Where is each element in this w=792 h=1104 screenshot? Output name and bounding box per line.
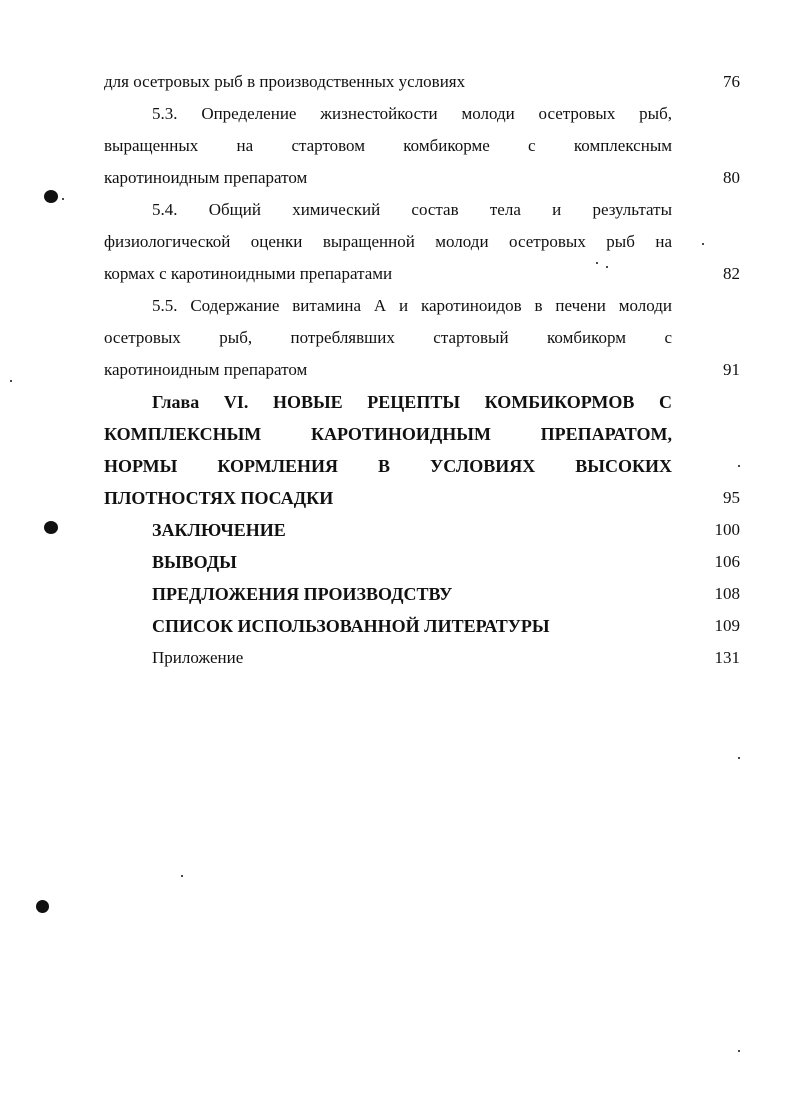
toc-entry-5-4-line-3: кормах с каротиноидными препаратами bbox=[104, 264, 393, 283]
scan-speck bbox=[606, 266, 608, 268]
toc-chapter-6-line-4: ПЛОТНОСТЯХ ПОСАДКИ bbox=[104, 488, 334, 508]
scan-speck bbox=[738, 1050, 740, 1052]
toc-page-number: 106 bbox=[714, 552, 740, 571]
toc-page-number: 82 bbox=[723, 264, 740, 283]
scan-speck bbox=[44, 190, 58, 203]
scan-speck bbox=[44, 521, 58, 534]
toc-entry-continued: для осетровых рыб в производственных условиях bbox=[104, 72, 466, 91]
toc-entry-5-4-line-1: 5.4. Общий химический состав тела и результаты bbox=[152, 200, 672, 219]
scan-speck bbox=[738, 465, 740, 467]
scan-speck bbox=[36, 900, 49, 913]
toc-entry-5-3-line-1: 5.3. Определение жизнестойкости молоди осетровых рыб, bbox=[152, 104, 672, 123]
toc-entry-proposals: ПРЕДЛОЖЕНИЯ ПРОИЗВОДСТВУ bbox=[152, 584, 453, 604]
toc-entry-findings: ВЫВОДЫ bbox=[152, 552, 237, 572]
toc-page-number: 76 bbox=[723, 72, 740, 91]
toc-entry-5-5-line-2: осетровых рыб, потреблявших стартовый комбикорм с bbox=[104, 328, 672, 347]
toc-entry-5-5-line-1: 5.5. Содержание витамина А и каротиноидов в печени молоди bbox=[152, 296, 672, 315]
toc-page-number: 91 bbox=[723, 360, 740, 379]
toc-chapter-6-line-2: КОМПЛЕКСНЫМ КАРОТИНОИДНЫМ ПРЕПАРАТОМ, bbox=[104, 424, 672, 444]
toc-page-number: 80 bbox=[723, 168, 740, 187]
scan-speck bbox=[62, 198, 64, 200]
toc-entry-5-4-line-2: физиологической оценки выращенной молоди осетровых рыб на bbox=[104, 232, 672, 251]
toc-entry-5-3-line-3: каротиноидным препаратом bbox=[104, 168, 308, 187]
toc-entry-appendix: Приложение bbox=[152, 648, 244, 667]
toc-entry-5-5-line-3: каротиноидным препаратом bbox=[104, 360, 308, 379]
toc-chapter-6-line-1: Глава VI. НОВЫЕ РЕЦЕПТЫ КОМБИКОРМОВ С bbox=[152, 392, 672, 412]
toc-page-number: 100 bbox=[714, 520, 740, 539]
scan-speck bbox=[10, 380, 12, 382]
scan-speck bbox=[702, 243, 704, 245]
toc-page-number: 131 bbox=[714, 648, 740, 667]
toc-entry-5-3-line-2: выращенных на стартовом комбикорме с комплексным bbox=[104, 136, 672, 155]
scan-speck bbox=[596, 262, 598, 264]
toc-page-number: 109 bbox=[714, 616, 740, 635]
toc-entry-references: СПИСОК ИСПОЛЬЗОВАННОЙ ЛИТЕРАТУРЫ bbox=[152, 616, 550, 636]
toc-entry-conclusion: ЗАКЛЮЧЕНИЕ bbox=[152, 520, 286, 540]
scan-speck bbox=[738, 757, 740, 759]
toc-page-number: 95 bbox=[723, 488, 740, 507]
toc-chapter-6-line-3: НОРМЫ КОРМЛЕНИЯ В УСЛОВИЯХ ВЫСОКИХ bbox=[104, 456, 672, 476]
scan-speck bbox=[181, 875, 183, 877]
toc-page-number: 108 bbox=[714, 584, 740, 603]
